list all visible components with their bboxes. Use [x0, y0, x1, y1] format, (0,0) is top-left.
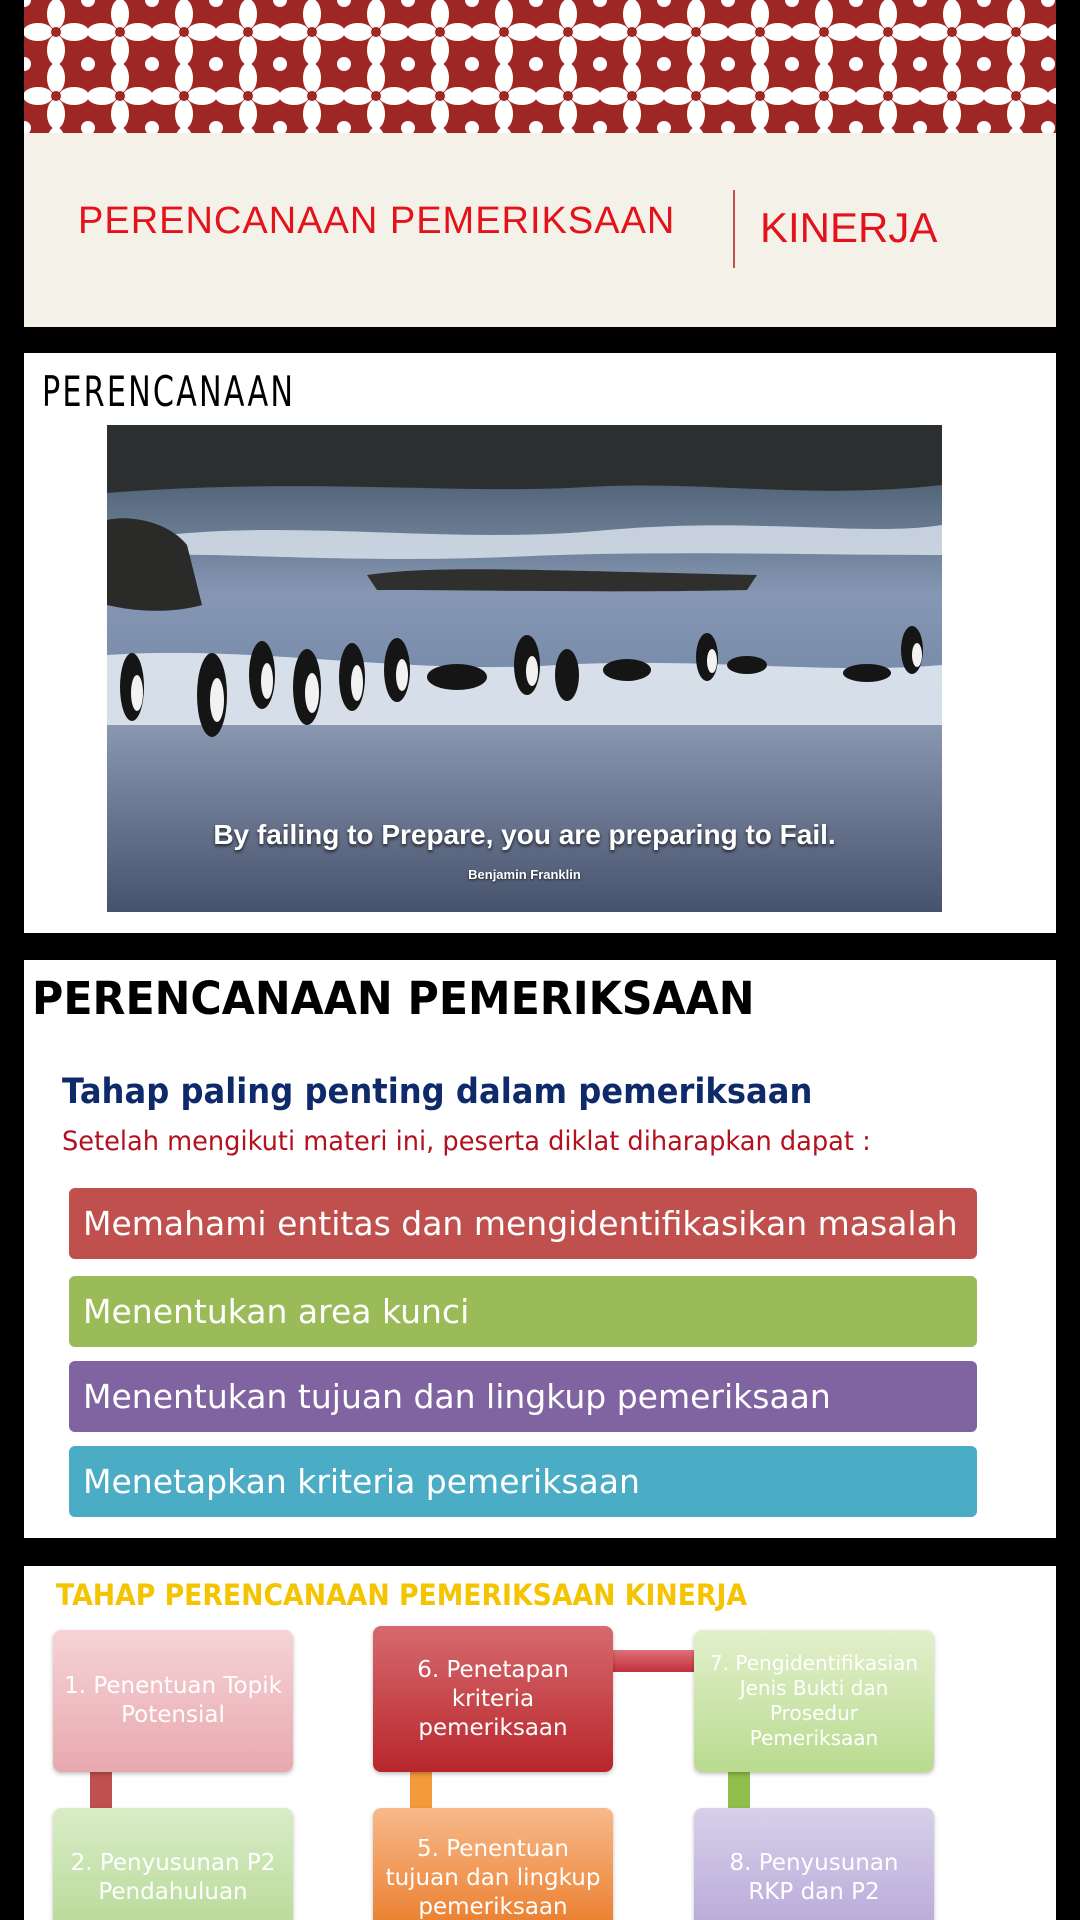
slide-heading: TAHAP PERENCANAAN PEMERIKSAAN KINERJA — [56, 1578, 748, 1612]
slide-title — [24, 0, 1056, 327]
slide-heading: PERENCANAAN — [42, 367, 296, 416]
batik-pattern-banner — [24, 0, 1056, 133]
slide-perencanaan — [24, 353, 1056, 933]
quote-text: By failing to Prepare, you are preparing to Fail. — [213, 819, 836, 850]
slide-title-main: PERENCANAAN PEMERIKSAAN — [78, 200, 676, 242]
title-divider — [733, 190, 735, 268]
flow-connector — [410, 1772, 432, 1808]
step-box: 2. Penyusunan P2 Pendahuluan — [53, 1808, 293, 1920]
step-box: 5. Penentuan tujuan dan lingkup pemeriksaan — [373, 1808, 613, 1920]
flow-connector — [90, 1772, 112, 1808]
slide-tahap-perencanaan — [24, 1566, 1056, 1920]
step-box: 6. Penetapan kriteria pemeriksaan — [373, 1626, 613, 1772]
slide-perencanaan-pemeriksaan — [24, 960, 1056, 1538]
objective-item: Memahami entitas dan mengidentifikasikan masalah — [69, 1188, 977, 1259]
objective-item: Menetapkan kriteria pemeriksaan — [69, 1446, 977, 1517]
step-box: 8. Penyusunan RKP dan P2 — [694, 1808, 934, 1920]
flow-connector — [612, 1650, 702, 1672]
objective-item: Menentukan area kunci — [69, 1276, 977, 1347]
slide-heading: PERENCANAAN PEMERIKSAAN — [32, 972, 755, 1025]
slide-title-secondary: KINERJA — [760, 204, 938, 251]
step-box: 7. Pengidentifikasian Jenis Bukti dan Prosedur Pemeriksaan — [694, 1630, 934, 1772]
objective-item: Menentukan tujuan dan lingkup pemeriksaan — [69, 1361, 977, 1432]
slide-intro: Setelah mengikuti materi ini, peserta diklat diharapkan dapat : — [62, 1126, 871, 1157]
step-box: 1. Penentuan Topik Potensial — [53, 1630, 293, 1772]
slide-subtitle: Tahap paling penting dalam pemeriksaan — [62, 1072, 813, 1112]
flow-connector — [728, 1772, 750, 1808]
quote-author: Benjamin Franklin — [468, 867, 581, 882]
